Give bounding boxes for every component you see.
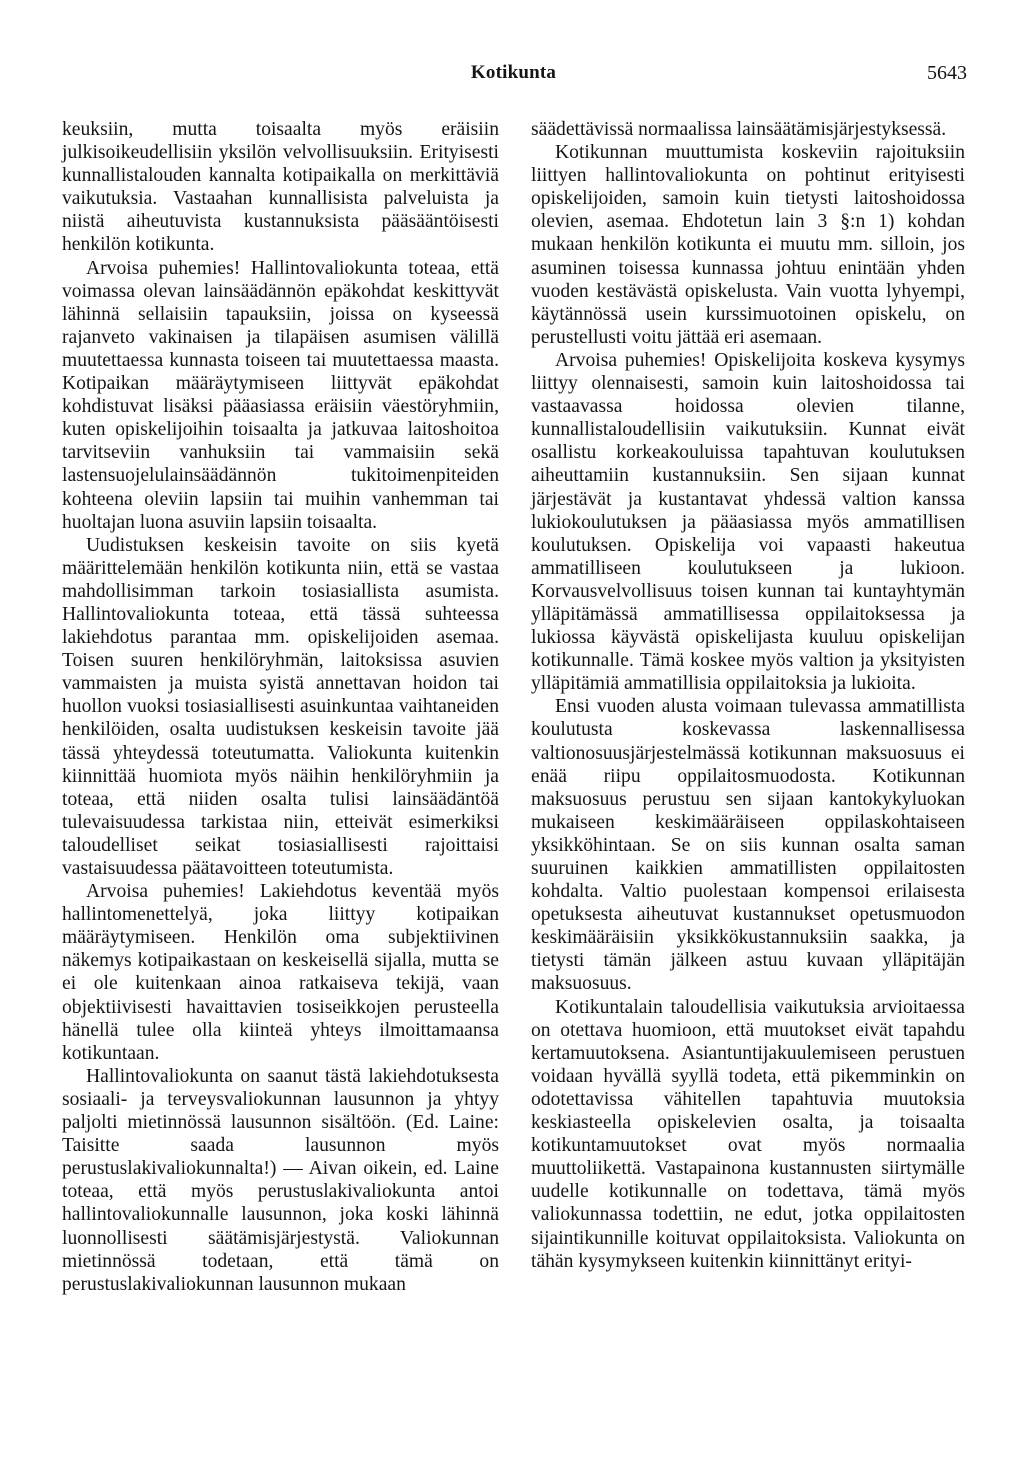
paragraph: Ensi vuoden alusta voimaan tulevassa ammatillista koulutusta koskevassa laskennallisessa valtionosuusjärjestelmässä kotikunnan maksuosuus ei enää riipu oppilaitosmuodosta. Kotikunnan maksuosuus perustuu sen sijaan kantokykyluokan mukaiseen keskimääräiseen oppilaskohtaiseen yksikköhintaan. Se on siis kunnan osalta saman suuruinen kaikkien ammatillisten oppilaitosten kohdalta. Valtio puolestaan kompensoi erilaisesta opetuksesta aiheutuvat kustannukset opetusmuodon keskimääräisiin yksikkökustannuksiin saakka, ja tietysti tämän jälkeen astuu kuvaan ylläpitäjän maksuosuus. — [531, 696, 965, 995]
paragraph: Arvoisa puhemies! Opiskelijoita koskeva kysymys liittyy olennaisesti, samoin kuin laitoshoidossa tai vastaavassa hoidossa olevien tilanne, kunnallistaloudellisiin vaikutuksiin. Kunnat eivät osallistu korkeakouluissa tapahtuvan koulutuksen aiheuttamiin kustannuksiin. Sen sijaan kunnat järjestävät ja kustantavat yhdessä valtion kanssa lukiokoulutuksen ja pääasiassa myös ammatillisen koulutuksen. Opiskelija voi vapaasti hakeutua ammatilliseen koulutukseen ja lukioon. Korvausvelvollisuus toisen kunnan tai kuntayhtymän ylläpitämässä ammatillisessa oppilaitoksessa ja lukiossa käyvästä opiskelijasta kuuluu opiskelijan kotikunnalle. Tämä koskee myös valtion ja yksityisten ylläpitämiä ammatillisia oppilaitoksia ja lukioita. — [531, 349, 965, 695]
paragraph: Kotikunnan muuttumista koskeviin rajoituksiin liittyen hallintovaliokunta on pohtinut erityisesti opiskelijoiden, samoin kuin tietysti laitoshoidossa olevien, asemaa. Ehdotetun lain 3 §:n 1) kohdan mukaan henkilön kotikunta ei muutu mm. silloin, jos asuminen toisessa kunnassa johtuu enintään yhden vuoden kestävästä opiskelusta. Vain vuotta lyhyempi, käytännössä usein kurssimuotoinen opiskelu, on perustellusti voitu jättää eri asemaan. — [531, 142, 965, 348]
paragraph: Hallintovaliokunta on saanut tästä lakiehdotuksesta sosiaali- ja terveysvaliokunnan lausunnon ja yhtyy paljolti mietinnössä lausunnon sisältöön. (Ed. Laine: Taisitte saada lausunnon myös perustuslakivaliokunnalta!) — Aivan oikein, ed. Laine toteaa, että myös perustuslakivaliokunta antoi hallintovaliokunnalle lausunnon, joka koski lähinnä luonnollisesti säätämisjärjestystä. Valiokunnan mietinnössä todetaan, että tämä on perustuslakivaliokunnan lausunnon mukaan — [62, 1065, 499, 1295]
page-number: 5643 — [927, 62, 967, 84]
paragraph: Arvoisa puhemies! Hallintovaliokunta toteaa, että voimassa olevan lainsäädännön epäkohdat keskittyvät lähinnä sellaisiin tapauksiin, joissa on kyseessä rajanveto vakinaisen ja tilapäisen asumisen välillä muutettaessa kunnasta toiseen tai muutettaessa maasta. Kotipaikan määräytymiseen liittyvät epäkohdat kohdistuvat lisäksi pääasiassa eräisiin väestöryhmiin, kuten opiskelijoihin toisaalta ja jatkuvaa laitoshoitoa tarvitseviin vanhuksiin tai vammaisiin sekä lastensuojelulainsäädännön tukitoimenpiteiden kohteena oleviin lapsiin tai muihin vanhemman tai huoltajan luona asuviin lapsiin toisaalta. — [62, 257, 499, 533]
page-header — [60, 62, 967, 86]
left-column — [62, 118, 499, 1296]
paragraph: Arvoisa puhemies! Lakiehdotus keventää myös hallintomenettelyä, joka liittyy kotipaikan määräytymiseen. Henkilön oma subjektiivinen näkemys kotipaikastaan on keskeisellä sijalla, mutta se ei ole kuitenkaan ainoa ratkaiseva tekijä, vaan objektiivisesti havaittavien tosiseikkojen perusteella hänellä tulee olla kiinteä yhteys ilmoittamaansa kotikuntaan. — [62, 881, 499, 1064]
paragraph: keuksiin, mutta toisaalta myös eräisiin julkisoikeudellisiin yksilön velvollisuuksiin. Erityisesti kunnallistalouden kannalta kotipaikalla on merkittäviä vaikutuksia. Vastaahan kunnallisista palveluista ja niistä aiheutuvista kustannuksista pääsääntöisesti henkilön kotikunta. — [62, 119, 499, 256]
paragraph: säädettävissä normaalissa lainsäätämisjärjestyksessä. — [531, 119, 947, 140]
paragraph: Kotikuntalain taloudellisia vaikutuksia arvioitaessa on otettava huomioon, että muutokset eivät tapahdu kertamuutoksena. Asiantuntijakuulemiseen perustuen voidaan hyvällä syyllä todeta, että pikemminkin on odotettavissa vähitellen tapahtuvia muutoksia keskiasteella opiskelevien osalta, ja toisaalta kotikuntamuutokset ovat myös normaalia muuttoliikettä. Vastapainona kustannusten siirtymälle uudelle kotikunnalle on todettava, tämä myös valiokunnassa todettiin, ne edut, jotka oppilaitosten sijaintikunnille koituvat oppilaitoksista. Valiokunta on tähän kysymykseen kuitenkin kiinnittänyt erityi- — [531, 996, 965, 1272]
paragraph: Uudistuksen keskeisin tavoite on siis kyetä määrittelemään henkilön kotikunta niin, että se vastaa mahdollisimman tarkoin tosiasiallista asumista. Hallintovaliokunta toteaa, että tässä suhteessa lakiehdotus parantaa mm. opiskelijoiden asemaa. Toisen suuren henkilöryhmän, laitoksissa asuvien vammaisten ja muista syistä annettavan hoidon tai huollon vuoksi tosiasiallisesti asuinkuntaa vaihtaneiden henkilöiden, osalta uudistuksen keskeisin tavoite jää tässä yhteydessä toteutumatta. Valiokunta kuitenkin kiinnittää huomiota myös näihin henkilöryhmiin ja toteaa, että niiden osalta tulisi lainsäädäntöä tulevaisuudessa tarkistaa niin, etteivät esimerkiksi taloudelliset seikat tosiasiallisesti rajoittaisi vastaisuudessa päätavoitteen toteutumista. — [62, 534, 499, 879]
right-column — [531, 118, 965, 1273]
running-title: Kotikunta — [470, 62, 557, 83]
